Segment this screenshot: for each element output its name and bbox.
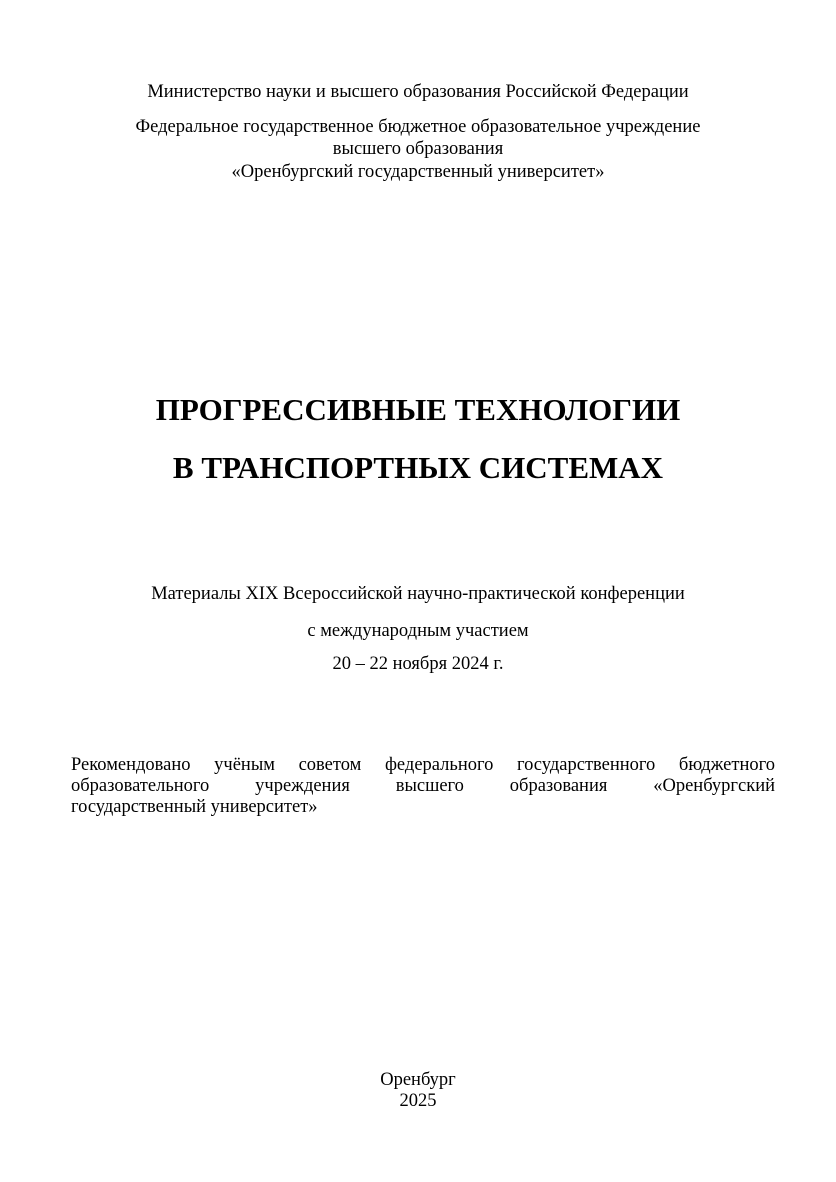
publication-year: 2025 [399,1091,437,1111]
document-title-line-1: ПРОГРЕССИВНЫЕ ТЕХНОЛОГИИ [155,392,681,427]
recommendation-paragraph [71,755,775,818]
conference-line-2: с международным участием [307,621,529,641]
recommendation-line-1: Рекомендовано учёным советом федерального государственного бюджетного [71,755,775,775]
ministry-name: Министерство науки и высшего образования Российской Федерации [147,82,689,102]
institution-line-1: Федеральное государственное бюджетное образовательное учреждение [135,117,701,137]
recommendation-line-3: государственный университет» [71,797,318,817]
conference-line-1: Материалы XIX Всероссийской научно-практической конференции [151,584,685,604]
document-title-line-2: В ТРАНСПОРТНЫХ СИСТЕМАХ [172,450,664,485]
institution-line-3: «Оренбургский государственный университет» [231,162,605,182]
publication-city: Оренбург [380,1070,456,1090]
institution-line-2: высшего образования [332,139,504,159]
recommendation-line-2: образовательного учреждения высшего образования «Оренбургский [71,776,775,796]
conference-dates: 20 – 22 ноября 2024 г. [332,654,504,674]
